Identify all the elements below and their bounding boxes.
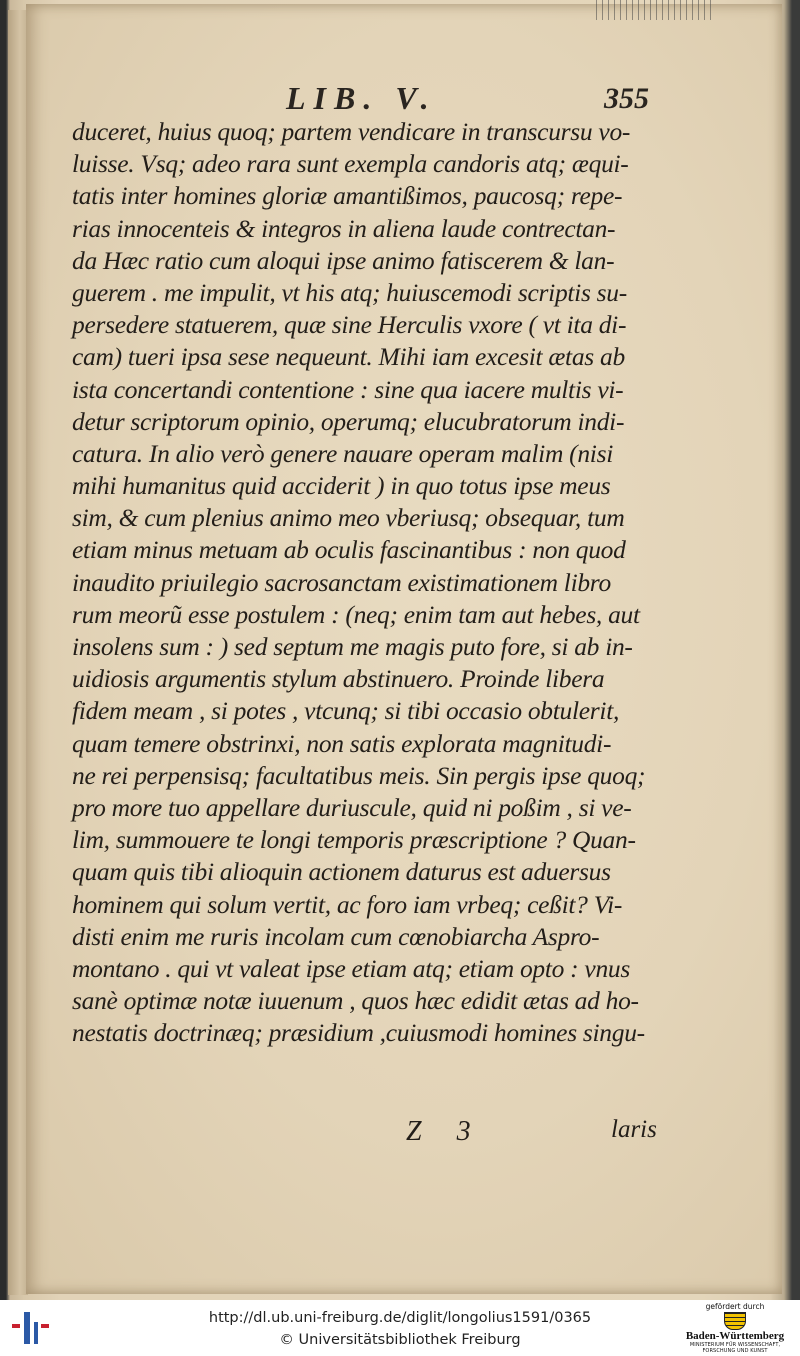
- text-line: cam) tueri ipsa sese nequeunt. Mihi iam excesit ætas ab: [72, 342, 625, 372]
- text-line: quam temere obstrinxi, non satis explorata magnitudi-: [72, 728, 612, 758]
- running-head: LIB. V.: [286, 80, 437, 116]
- text-line: ne rei perpensisq; facultatibus meis. Sin pergis ipse quoq;: [72, 760, 646, 790]
- text-line: hominem qui solum vertit, ac foro iam vrbeq; ceßit? Vi-: [72, 889, 623, 919]
- text-line: luisse. Vsq; adeo rara sunt exempla candoris atq; æqui-: [72, 149, 629, 179]
- text-line: quam quis tibi alioquin actionem daturus est aduersus: [72, 857, 611, 887]
- text-line: mihi humanitus quid acciderit ) in quo totus ipse meus: [72, 471, 611, 501]
- text-line: tatis inter homines gloriæ amantißimos, paucosq; repe-: [72, 181, 623, 211]
- text-line: rias innocenteis & integros in aliena laude contrectan-: [72, 213, 616, 243]
- coat-of-arms-icon: [724, 1312, 746, 1330]
- text-line: nestatis doctrinæq; præsidium ,cuiusmodi homines singu-: [72, 1018, 645, 1048]
- catchword: laris: [611, 1116, 657, 1143]
- viewer-footer: [0, 1300, 800, 1356]
- text-line: uidiosis argumentis stylum abstinuero. Proinde libera: [72, 664, 605, 694]
- sponsor-ministry: MINISTERIUM FÜR WISSENSCHAFT, FORSCHUNG UND KUNST: [689, 1342, 781, 1354]
- text-line: disti enim me ruris incolam cum cœnobiarcha Aspro-: [72, 921, 600, 951]
- text-line: sanè optimæ notæ iuuenum , quos hæc edidit ætas ad ho-: [72, 986, 639, 1016]
- text-line: sim, & cum plenius animo meo vberiusq; obsequar, tum: [72, 503, 625, 533]
- text-line: insolens sum : ) sed septum me magis puto fore, si ab in-: [72, 632, 633, 661]
- permalink-url[interactable]: http://dl.ub.uni-freiburg.de/diglit/longolius1591/0365: [208, 1310, 592, 1326]
- text-line: inaudito priuilegio sacrosanctam existimationem libro: [72, 567, 611, 597]
- copyright-notice: © Universitätsbibliothek Freiburg: [279, 1332, 521, 1348]
- text-line: da Hæc ratio cum aloqui ipse animo fatiscerem & lan-: [72, 245, 615, 275]
- text-line: lim, summouere te longi temporis præscriptione ? Quan-: [72, 825, 636, 855]
- text-line: pro more tuo appellare duriuscule, quid ni poßim , si ve-: [72, 792, 632, 822]
- facing-page-edge: [8, 10, 28, 1295]
- signature-mark: Z 3: [406, 1116, 485, 1147]
- text-line: etiam minus metuam ab oculis fascinantibus : non quod: [72, 535, 626, 565]
- sponsor-caption: gefördert durch: [705, 1302, 765, 1311]
- text-line: montano . qui vt valeat ipse etiam atq; etiam opto : vnus: [72, 953, 630, 983]
- page-header: [0, 80, 800, 120]
- sponsor-name: Baden-Württemberg: [685, 1330, 785, 1342]
- text-line: duceret, huius quoq; partem vendicare in transcursu vo-: [72, 117, 631, 146]
- text-line: catura. In alio verò genere nauare operam malim (nisi: [72, 438, 613, 468]
- text-line: ista concertandi contentione : sine qua iacere multis vi-: [72, 374, 624, 404]
- text-line: rum meorũ esse postulem : (neq; enim tam aut hebes, aut: [72, 599, 640, 629]
- body-text: [72, 116, 662, 1049]
- page-foot: [0, 1116, 800, 1156]
- text-line: persedere statuerem, quæ sine Herculis vxore ( vt ita di-: [72, 310, 627, 340]
- page-number: 355: [604, 82, 649, 115]
- text-line: fidem meam , si potes , vtcunq; si tibi occasio obtulerit,: [72, 696, 620, 726]
- sponsor-badge: [676, 1302, 794, 1354]
- scale-ruler: [596, 0, 716, 20]
- text-line: guerem . me impulit, vt his atq; huiuscemodi scriptis su-: [72, 277, 627, 307]
- text-line: detur scriptorum opinio, operumq; elucubratorum indi-: [72, 406, 625, 436]
